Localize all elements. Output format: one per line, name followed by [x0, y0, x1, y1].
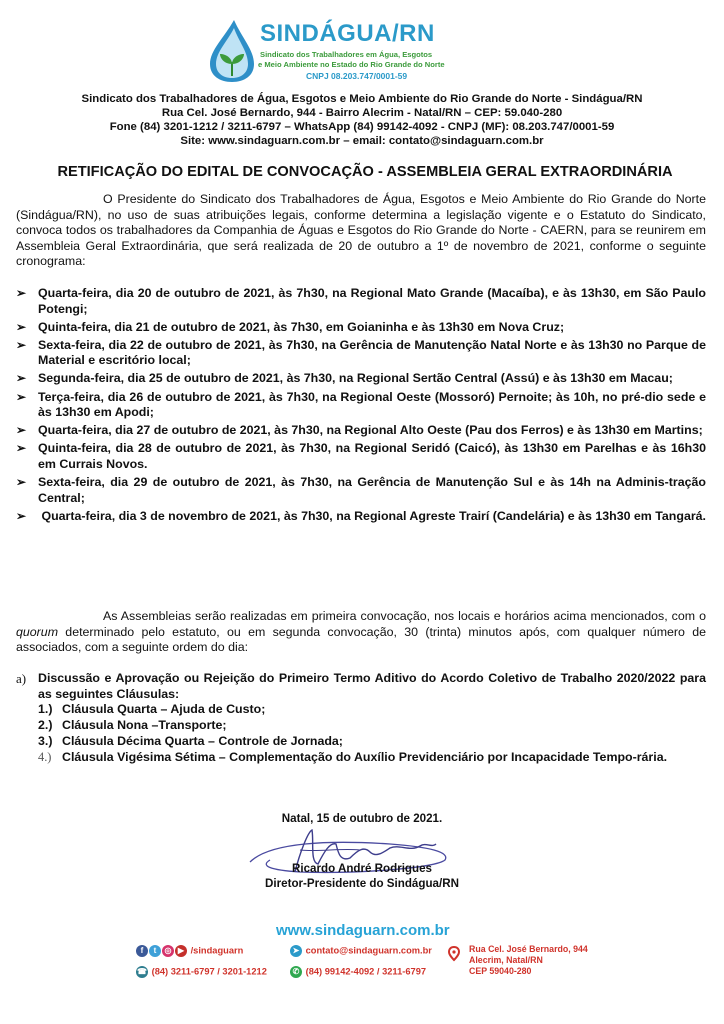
schedule-item [16, 338, 706, 369]
footer-website-link[interactable]: www.sindaguarn.com.br [276, 922, 450, 939]
schedule-item [16, 371, 706, 387]
sindagua-logo [206, 18, 456, 84]
arrow-bullet-icon: ➢ [16, 371, 27, 386]
footer-phones [136, 966, 267, 978]
whatsapp-icon: ✆ [290, 966, 302, 978]
arrow-bullet-icon: ➢ [16, 441, 27, 456]
schedule-text: Terça-feira, dia 26 de outubro de 2021, às 7h30, na Regional Oeste (Mossoró) Pernoite; às 10h, no pré-dio sede e às 13h30 em Apodi; [38, 389, 706, 420]
clause-number: 3.) [38, 733, 53, 748]
clause-text: Cláusula Vigésima Sétima – Complementação do Auxílio Previdenciário por Incapacidade Tempo-rária. [62, 749, 668, 764]
phone-icon: ☎ [137, 967, 147, 976]
clause-item [38, 750, 706, 766]
assembly-text-2: determinado pelo estatuto, ou em segunda convocação, 30 (trinta) minutos após, com qualquer número de associados, com a seguinte ordem do dia: [16, 624, 706, 654]
clause-number: 1.) [38, 702, 53, 717]
phone-numbers: (84) 3211-6797 / 3201-1212 [151, 966, 267, 977]
arrow-bullet-icon: ➢ [16, 423, 27, 438]
assembly-text-1: As Assembleias serão realizadas em primeira convocação, nos locais e horários acima mencionados, com o [103, 609, 706, 623]
arrow-bullet-icon: ➢ [16, 508, 27, 523]
logo-title: SINDÁGUA/RN [260, 20, 435, 47]
letterhead-site-email: Site: www.sindaguarn.com.br – email: contato@sindaguarn.com.br [180, 135, 544, 147]
schedule-text: Quarta-feira, dia 27 de outubro de 2021, às 7h30, na Regional Alto Oeste (Pau dos Ferros) e às 13h30 em Martins; [38, 423, 703, 438]
schedule-text: Quarta-feira, dia 20 de outubro de 2021, às 7h30, na Regional Mato Grande (Macaíba), e às 13h30, em São Paulo Potengi; [38, 286, 706, 316]
clause-number: 4.) [38, 749, 52, 764]
logo-subtitle-2: e Meio Ambiente no Estado do Rio Grande do Norte [258, 60, 445, 69]
footer-social [136, 945, 243, 957]
quorum-term: quorum [16, 624, 59, 639]
arrow-bullet-icon: ➢ [16, 337, 27, 352]
letterhead-contacts: Fone (84) 3201-1212 / 3211-6797 – WhatsApp (84) 99142-4092 - CNPJ (MF): 08.203.747/0001-59 [109, 121, 615, 133]
footer-email [290, 945, 432, 957]
schedule-item [16, 509, 706, 525]
social-handle[interactable]: /sindaguarn [190, 945, 244, 956]
intro-paragraph [16, 192, 706, 270]
logo-cnpj: CNPJ 08.203.747/0001-59 [306, 71, 408, 81]
facebook-icon[interactable]: f [136, 945, 148, 957]
schedule-text: Quinta-feira, dia 28 de outubro de 2021, às 7h30, na Regional Seridó (Caicó), às 13h30 em Parelhas e às 16h30 em Currais Novos. [38, 441, 706, 471]
schedule-item [16, 390, 706, 421]
place-date: Natal, 15 de outubro de 2021. [281, 812, 443, 825]
agenda-label: a) [16, 671, 27, 686]
document-title: RETIFICAÇÃO DO EDITAL DE CONVOCAÇÃO - ASSEMBLEIA GERAL EXTRAORDINÁRIA [57, 164, 673, 180]
twitter-icon[interactable]: t [149, 945, 161, 957]
schedule-text: Sexta-feira, dia 22 de outubro de 2021, às 7h30, na Gerência de Manutenção Natal Norte e às 13h30 no Parque de Material e escritório local; [38, 337, 706, 368]
arrow-bullet-icon: ➢ [16, 389, 27, 404]
letterhead-address: Rua Cel. José Bernardo, 944 - Bairro Alecrim - Natal/RN – CEP: 59.040-280 [161, 107, 563, 119]
schedule-item [16, 423, 706, 439]
logo-subtitle-1: Sindicato dos Trabalhadores em Água, Esgotos [260, 50, 433, 59]
clause-text: Cláusula Nona –Transporte; [62, 718, 227, 733]
assembly-paragraph [16, 609, 706, 656]
address-line-2: Alecrim, Natal/RN [469, 955, 543, 965]
clause-item [38, 702, 706, 718]
telegram-icon: ➤ [290, 945, 302, 957]
clause-text: Cláusula Quarta – Ajuda de Custo; [62, 702, 266, 717]
clause-list [38, 702, 706, 765]
agenda-text: Discussão e Aprovação ou Rejeição do Primeiro Termo Aditivo do Acordo Coletivo de Trabalho 2020/2022 para as seguintes Cláusulas: [38, 671, 706, 701]
schedule-item [16, 320, 706, 336]
schedule-text: Quinta-feira, dia 21 de outubro de 2021, às 7h30, em Goianinha e às 13h30 em Nova Cruz; [38, 319, 565, 334]
schedule-item [16, 286, 706, 317]
location-pin-icon [448, 946, 460, 962]
signer-name: Ricardo André Rodrigues [291, 862, 432, 875]
schedule-text: Sexta-feira, dia 29 de outubro de 2021, às 7h30, na Gerência de Manutenção Sul e às 14h na Adminis-tração Central; [38, 475, 706, 505]
address-line-1: Rua Cel. José Bernardo, 944 [469, 944, 588, 954]
clause-item [38, 718, 706, 734]
instagram-icon[interactable]: ◎ [162, 945, 174, 957]
arrow-bullet-icon: ➢ [16, 286, 27, 300]
youtube-icon[interactable]: ▶ [175, 945, 187, 957]
schedule-list [16, 286, 706, 527]
clause-number: 2.) [38, 718, 53, 733]
schedule-item [16, 441, 706, 472]
water-drop-leaf-icon [206, 18, 258, 84]
schedule-text: Quarta-feira, dia 3 de novembro de 2021, às 7h30, na Regional Agreste Trairí (Candelária) e às 13h30 em Tangará. [38, 508, 706, 523]
intro-text: O Presidente do Sindicato dos Trabalhadores de Água, Esgotos e Meio Ambiente do Rio Grande do Norte (Sindágua/RN), no uso de suas atribuições legais, conforme determina a legislação vigente e o Estatuto do Sindicato, convoca todos os trabalhadores da Companhia de Águas e Esgotos do Rio Grande do Norte - CAERN, para se reunirem em Assembleia Geral Extraordinária, que será realizada de 20 de outubro a 1º de novembro de 2021, conforme o seguinte cronograma: [16, 192, 706, 268]
agenda [16, 671, 706, 765]
footer-address [469, 944, 588, 977]
whatsapp-numbers: (84) 99142-4092 / 3211-6797 [305, 966, 427, 977]
address-line-3: CEP 59040-280 [469, 966, 532, 976]
clause-text: Cláusula Décima Quarta – Controle de Jornada; [62, 733, 343, 748]
arrow-bullet-icon: ➢ [16, 475, 27, 490]
clause-item [38, 734, 706, 750]
schedule-text: Segunda-feira, dia 25 de outubro de 2021, às 7h30, na Regional Sertão Central (Assú) e às 13h30 em Macau; [38, 371, 673, 386]
arrow-bullet-icon: ➢ [16, 319, 27, 334]
footer-whatsapp [290, 966, 426, 978]
email-link[interactable]: contato@sindaguarn.com.br [305, 945, 432, 956]
schedule-item [16, 475, 706, 506]
letterhead-line-1: Sindicato dos Trabalhadores de Água, Esgotos e Meio Ambiente do Rio Grande do Norte - Sindágua/RN [81, 93, 643, 105]
signer-role: Diretor-Presidente do Sindágua/RN [265, 877, 459, 890]
